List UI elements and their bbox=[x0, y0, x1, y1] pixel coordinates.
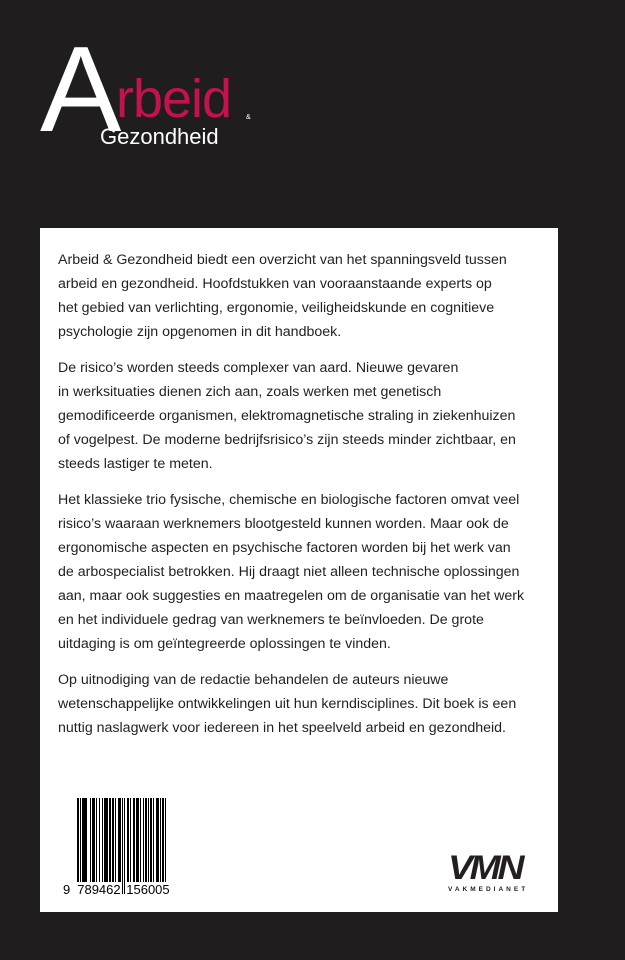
blurb-line: ergonomische aspecten en psychische factoren worden bij het werk van bbox=[58, 540, 511, 556]
blurb-text bbox=[58, 248, 548, 752]
logo-subtitle: Gezondheid bbox=[100, 124, 219, 149]
blurb-line: wetenschappelijke ontwikkelingen uit hun kerndisciplines. Dit boek is een bbox=[58, 696, 517, 712]
blurb-line: nuttig naslagwerk voor iedereen in het speelveld arbeid en gezondheid. bbox=[58, 720, 507, 736]
blurb-line: gemodificeerde organismen, elektromagnetische straling in ziekenhuizen bbox=[58, 408, 516, 424]
blurb-line: risico’s waaraan werknemers blootgesteld kunnen worden. Maar ook de bbox=[58, 516, 509, 532]
blurb-line: De risico’s worden steeds complexer van aard. Nieuwe gevaren bbox=[58, 360, 459, 376]
blurb-line: en het individuele gedrag van werknemers te beïnvloeden. De grote bbox=[58, 612, 484, 628]
blurb-line: Op uitnodiging van de redactie behandelen de auteurs nieuwe bbox=[58, 672, 449, 688]
barcode-bars bbox=[77, 798, 202, 894]
logo-initial: A bbox=[40, 21, 118, 157]
barcode-group-1: 789462 bbox=[77, 882, 121, 897]
blurb-paragraph bbox=[58, 668, 548, 740]
blurb-paragraph bbox=[58, 488, 548, 656]
blurb-line: steeds lastiger te meten. bbox=[58, 456, 213, 472]
blurb-line: Het klassieke trio fysische, chemische en biologische factoren omvat veel bbox=[58, 492, 520, 508]
logo-ampersand: & bbox=[246, 114, 251, 121]
blurb-line: aan, maar ook suggesties en maatregelen om de organisatie van het werk bbox=[58, 588, 525, 604]
isbn-barcode bbox=[63, 798, 202, 897]
blurb-line: in werksituaties dienen zich aan, zoals werken met genetisch bbox=[58, 384, 442, 400]
blurb-line: de arbospecialist betrokken. Hij draagt niet alleen technische oplossingen bbox=[58, 564, 520, 580]
publisher-name: VAKMEDIANET bbox=[448, 886, 529, 893]
title-logo bbox=[38, 20, 278, 160]
barcode-first-digit: 9 bbox=[63, 882, 71, 897]
logo-title-rest: rbeid bbox=[116, 69, 232, 129]
publisher-logo-mark: VMN bbox=[448, 849, 522, 887]
barcode-digits bbox=[63, 882, 171, 897]
blurb-line: Arbeid & Gezondheid biedt een overzicht van het spanningsveld tussen bbox=[58, 252, 507, 268]
blurb-line: psychologie zijn opgenomen in dit handboek. bbox=[58, 324, 342, 340]
blurb-paragraph bbox=[58, 248, 548, 344]
blurb-line: arbeid en gezondheid. Hoofdstukken van vooraanstaande experts op bbox=[58, 276, 492, 292]
barcode-group-2: 156005 bbox=[126, 882, 170, 897]
barcode-bar bbox=[166, 798, 168, 894]
blurb-line: het gebied van verlichting, ergonomie, veiligheidskunde en cognitieve bbox=[58, 300, 495, 316]
blurb-paragraph bbox=[58, 356, 548, 476]
blurb-card bbox=[40, 228, 558, 912]
blurb-line: uitdaging is om geïntegreerde oplossingen te vinden. bbox=[58, 636, 391, 652]
publisher-logo bbox=[448, 849, 542, 896]
blurb-line: of vogelpest. De moderne bedrijfsrisico’s zijn steeds minder zichtbaar, en bbox=[58, 432, 516, 448]
